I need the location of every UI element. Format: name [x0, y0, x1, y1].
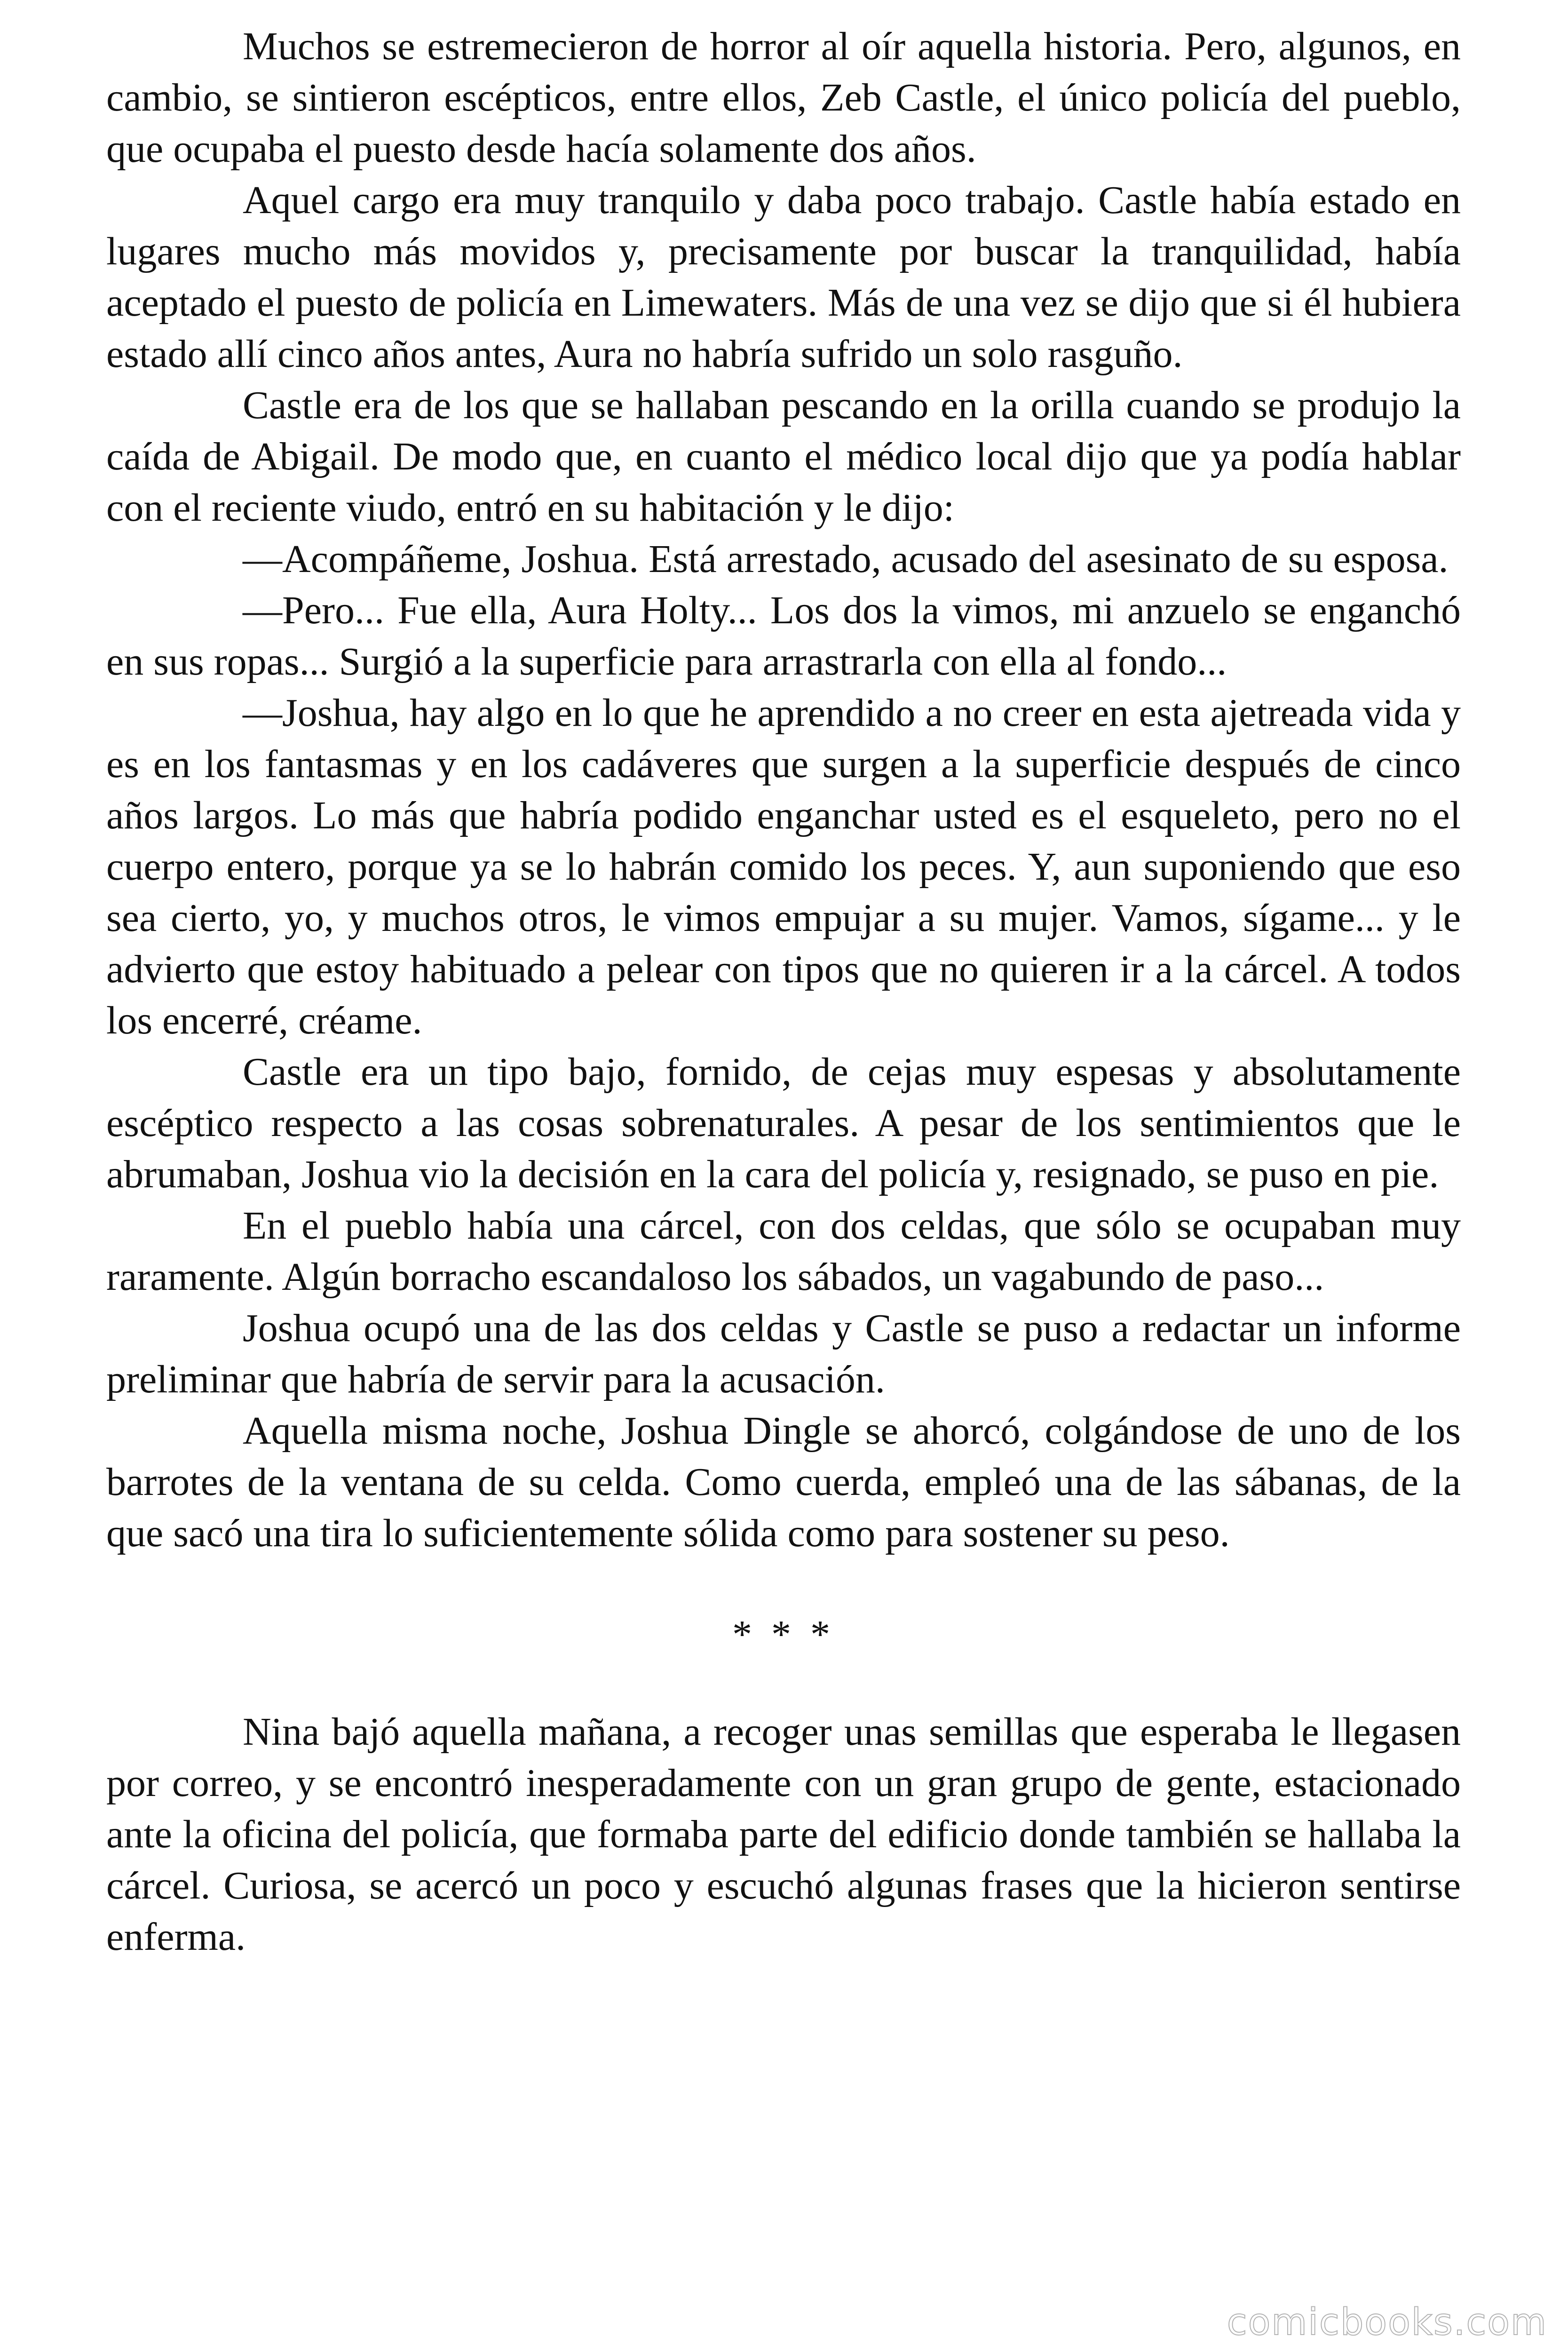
dialogue-paragraph: —Pero... Fue ella, Aura Holty... Los dos la vimos, mi anzuelo se enganchó en sus ropas... Surgió a la superficie para arrastrarla con ella al fondo...	[106, 588, 1461, 683]
paragraph: Muchos se estremecieron de horror al oír aquella historia. Pero, algunos, en cambio, se sintieron escépticos, entre ellos, Zeb Castle, el único policía del pueblo, que ocupaba el puesto desde hacía solamente dos años.	[106, 24, 1461, 171]
paragraph: Joshua ocupó una de las dos celdas y Castle se puso a redactar un informe preliminar que habría de servir para la acusación.	[106, 1306, 1461, 1401]
paragraph: Aquel cargo era muy tranquilo y daba poco trabajo. Castle había estado en lugares mucho más movidos y, precisamente por buscar la tranquilidad, había aceptado el puesto de policía en Limewaters. Más de una vez se dijo que si él hubiera estado allí cinco años antes, Aura no habría sufrido un solo rasguño.	[106, 178, 1461, 376]
watermark: comicbooks.com	[1227, 2301, 1547, 2344]
dialogue-paragraph: —Acompáñeme, Joshua. Está arrestado, acusado del asesinato de su esposa.	[243, 537, 1449, 581]
paragraph: Castle era un tipo bajo, fornido, de cejas muy espesas y absolutamente escéptico respecto a las cosas sobrenaturales. A pesar de los sentimientos que le abrumaban, Joshua vio la decisión en la cara del policía y, resignado, se puso en pie.	[106, 1050, 1461, 1196]
page-body	[106, 21, 1461, 1963]
paragraph: Nina bajó aquella mañana, a recoger unas semillas que esperaba le llegasen por correo, y se encontró inesperadamente con un gran grupo de gente, estacionado ante la oficina del policía, que formaba parte del edificio donde también se hallaba la cárcel. Curiosa, se acercó un poco y escuchó algunas frases que la hicieron sentirse enferma.	[106, 1710, 1461, 1959]
paragraph: Aquella misma noche, Joshua Dingle se ahorcó, colgándose de uno de los barrotes de la ventana de su celda. Como cuerda, empleó una de las sábanas, de la que sacó una tira lo suficientemente sólida como para sostener su peso.	[106, 1409, 1461, 1555]
paragraph: Castle era de los que se hallaban pescando en la orilla cuando se produjo la caída de Abigail. De modo que, en cuanto el médico local dijo que ya podía hablar con el reciente viudo, entró en su habitación y le dijo:	[106, 383, 1461, 530]
scene-break: * * *	[732, 1613, 835, 1656]
paragraph: En el pueblo había una cárcel, con dos celdas, que sólo se ocupaban muy raramente. Algún borracho escandaloso los sábados, un vagabundo de paso...	[106, 1204, 1461, 1299]
dialogue-paragraph: —Joshua, hay algo en lo que he aprendido a no creer en esta ajetreada vida y es en los fantasmas y en los cadáveres que surgen a la superficie después de cinco años largos. Lo más que habría podido enganchar usted es el esqueleto, pero no el cuerpo entero, porque ya se lo habrán comido los peces. Y, aun suponiendo que eso sea cierto, yo, y muchos otros, le vimos empujar a su mujer. Vamos, sígame... y le advierto que estoy habituado a pelear con tipos que no quieren ir a la cárcel. A todos los encerré, créame.	[106, 691, 1461, 1042]
